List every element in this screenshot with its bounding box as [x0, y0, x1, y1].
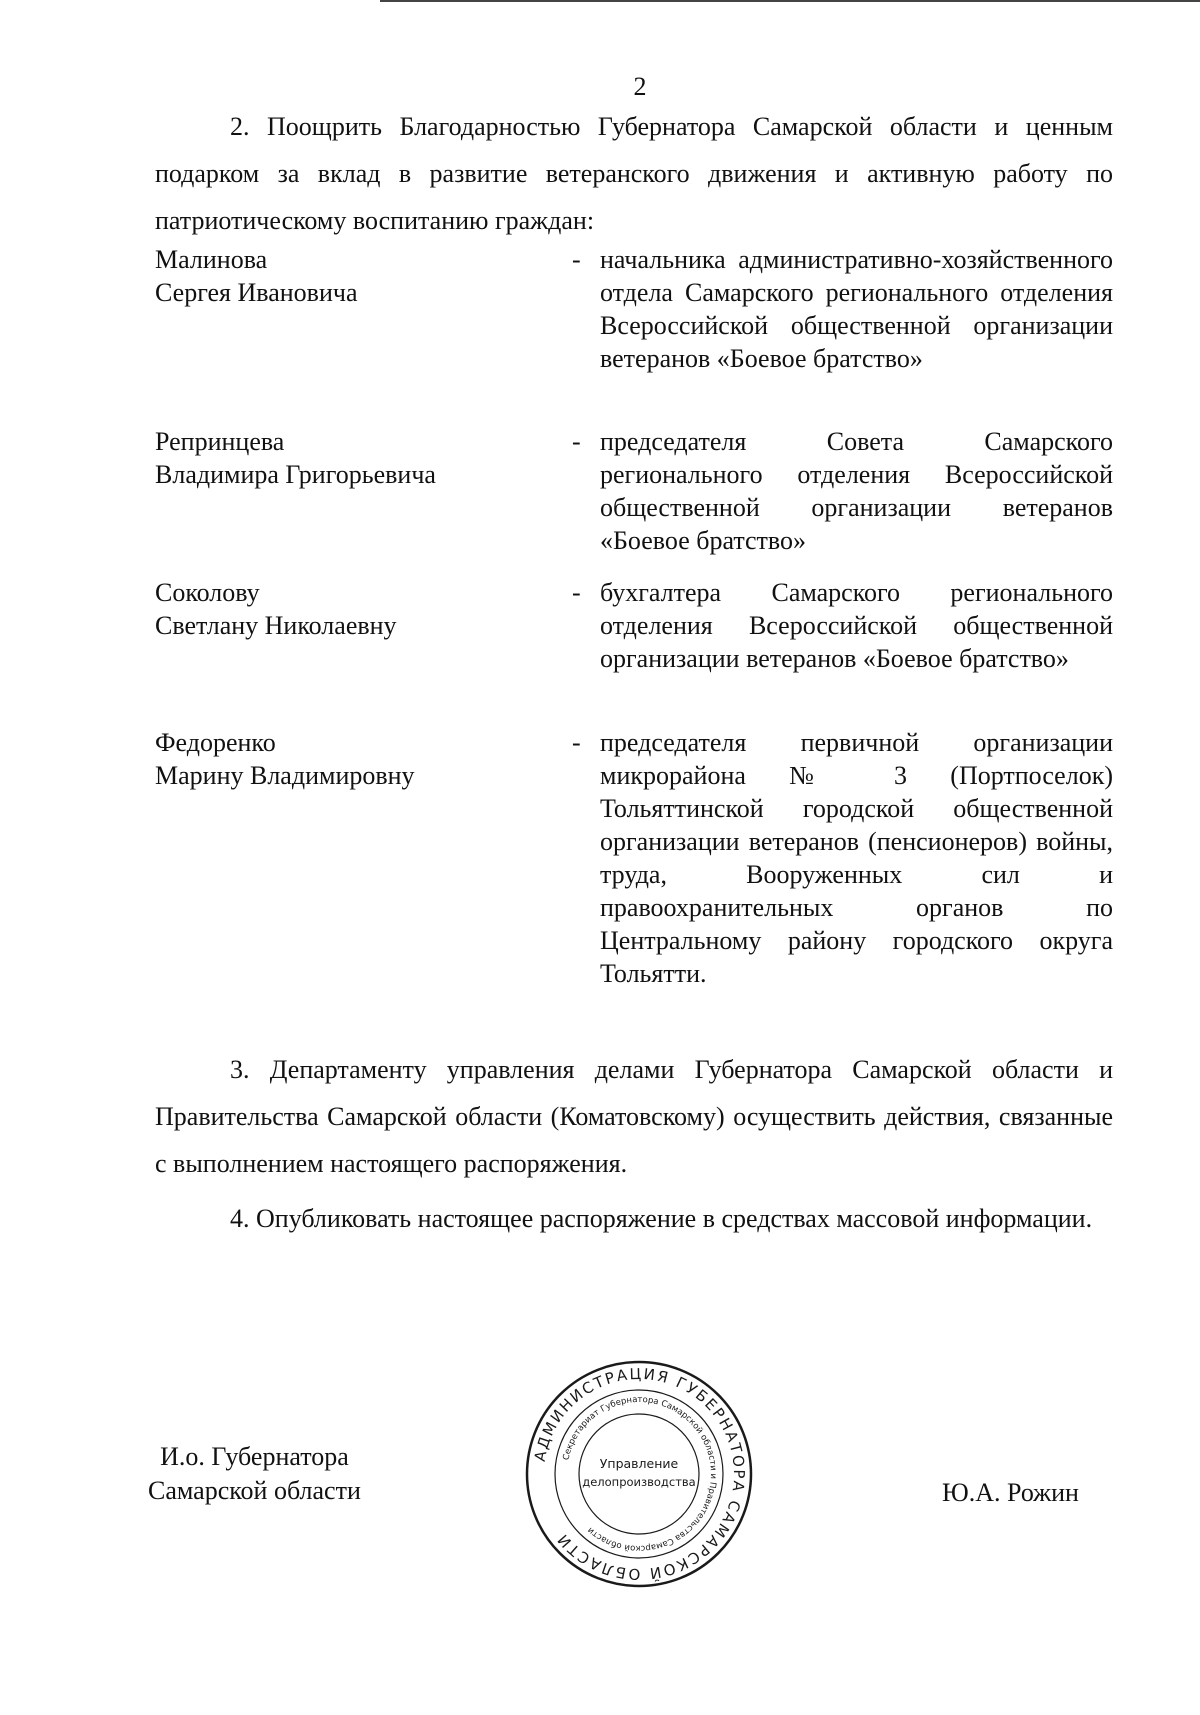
awardee-surname: Соколову — [155, 578, 260, 607]
awardee-given-names: Сергея Ивановича — [155, 278, 358, 307]
awardee-given-names: Марину Владимировну — [155, 761, 415, 790]
awardee-name — [155, 243, 555, 309]
awardee-name — [155, 576, 555, 642]
entry-dash: - — [572, 245, 581, 274]
paragraph-4 — [155, 1195, 1113, 1242]
awardee-given-names: Светлану Николаевну — [155, 611, 397, 640]
signatory-title-line2: Самарской области — [148, 1476, 361, 1505]
awardee-name — [155, 425, 555, 491]
paragraph-2-text: 2. Поощрить Благодарностью Губернатора Самарской области и ценным подарком за вклад в развитие ветеранского движения и активную работу по патриотическому воспитанию граждан: — [155, 112, 1113, 235]
paragraph-4-text: 4. Опубликовать настоящее распоряжение в средствах массовой информации. — [230, 1204, 1093, 1233]
signatory-name: Ю.А. Рожин — [942, 1478, 1079, 1507]
paragraph-3-text: 3. Департаменту управления делами Губернатора Самарской области и Правительства Самарской области (Коматовскому) осуществить действия, связанные с выполнением настоящего распоряжения. — [155, 1055, 1113, 1178]
page-number: 2 — [633, 72, 647, 101]
seal-center-line2: делопроизводства — [582, 1475, 696, 1489]
entry-dash: - — [572, 578, 581, 607]
awardee-description: председателя первичной организации микрорайона № 3 (Портпоселок) Тольяттинской городской общественной организации ветеранов (пенсионеров) войны, труда, Вооруженных сил и правоохранительных органов по Центральному району городского округа Тольятти. — [600, 728, 1113, 988]
signatory-title — [148, 1440, 361, 1508]
awardee-name — [155, 726, 555, 792]
awardee-surname: Федоренко — [155, 728, 276, 757]
paragraph-3 — [155, 1046, 1113, 1187]
seal-outer-text: АДМИНИСТРАЦИЯ ГУБЕРНАТОРА САМАРСКОЙ ОБЛАСТИ — [530, 1364, 749, 1584]
awardee-description: бухгалтера Самарского регионального отделения Всероссийской общественной организации ветеранов «Боевое братство» — [600, 578, 1113, 673]
official-seal-stamp — [523, 1358, 755, 1590]
top-edge-line — [380, 0, 1200, 2]
seal-middle-ring — [555, 1390, 723, 1558]
seal-inner-ring — [579, 1414, 699, 1534]
entry-dash: - — [572, 427, 581, 456]
paragraph-2 — [155, 103, 1113, 244]
seal-inner-text: Секретариат Губернатора Самарской области и Правительства Самарской области — [561, 1394, 719, 1554]
seal-center-line1: Управление — [599, 1456, 679, 1471]
awardee-surname: Малинова — [155, 245, 268, 274]
awardee-description: председателя Совета Самарского регионального отделения Всероссийской общественной организации ветеранов «Боевое братство» — [600, 427, 1113, 555]
entry-dash: - — [572, 728, 581, 757]
awardee-given-names: Владимира Григорьевича — [155, 460, 436, 489]
awardee-description: начальника административно-хозяйственного отдела Самарского регионального отделения Всероссийской общественной организации ветеранов «Боевое братство» — [600, 245, 1113, 373]
awardee-surname: Репринцева — [155, 427, 285, 456]
signatory-title-line1: И.о. Губернатора — [160, 1442, 349, 1471]
